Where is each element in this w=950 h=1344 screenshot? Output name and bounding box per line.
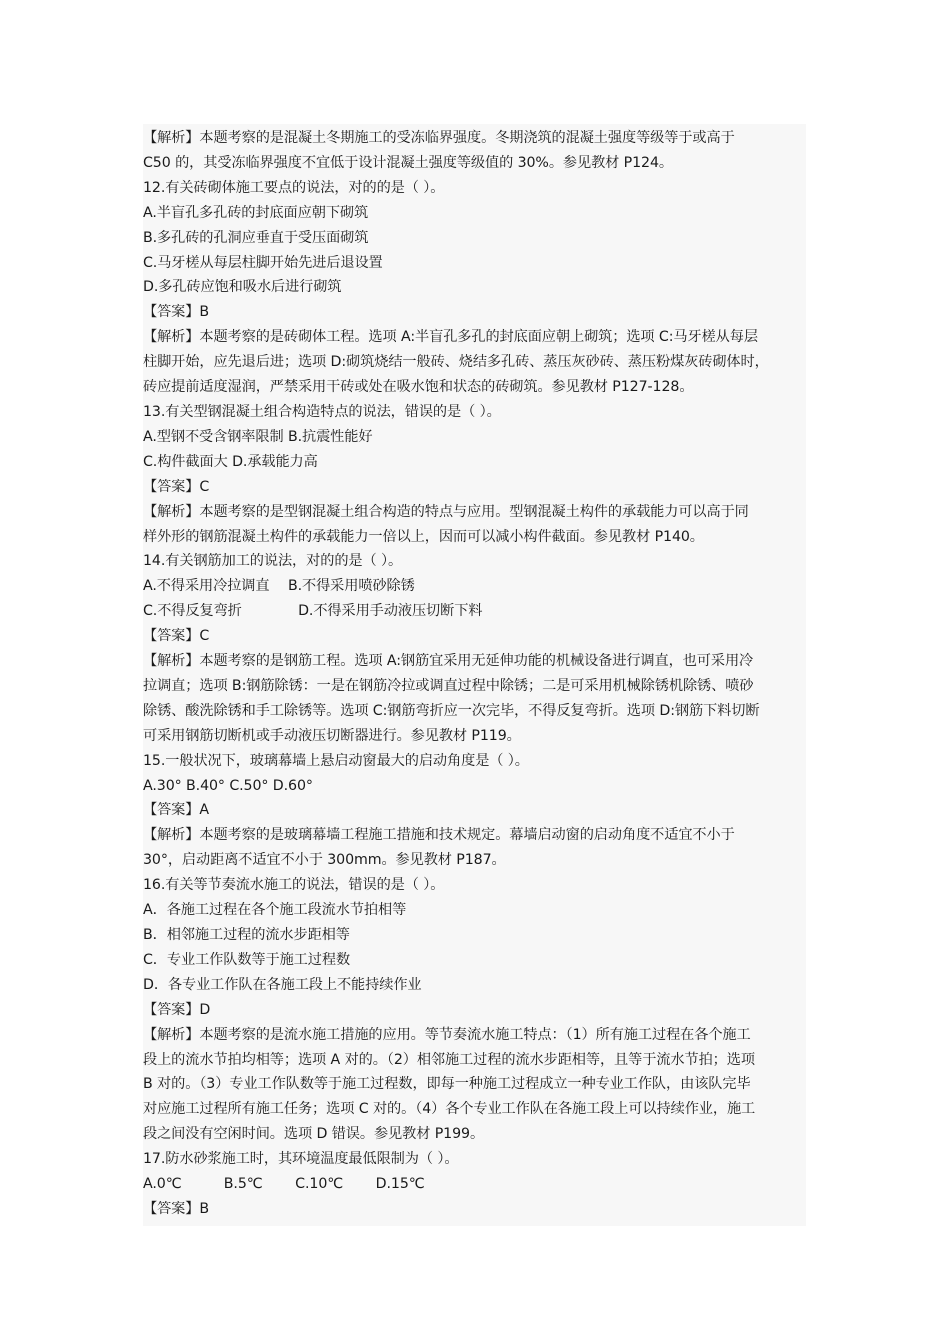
analysis-line: 【解析】本题考察的是钢筋工程。选项 A:钢筋宜采用无延伸功能的机械设备进行调直，也可采用冷 xyxy=(143,653,754,670)
option-line: A.不得采用冷拉调直 B.不得采用喷砂除锈 xyxy=(143,578,415,595)
analysis-line: 样外形的钢筋混凝土构件的承载能力一倍以上，因而可以减小构件截面。参见教材 P140。 xyxy=(143,528,704,545)
question-15: 15.一般状况下，玻璃幕墙上悬启动窗最大的启动角度是（ ）。 xyxy=(143,752,529,769)
answer-line: 【答案】C xyxy=(143,628,210,645)
analysis-line: 【解析】本题考察的是型钢混凝土组合构造的特点与应用。型钢混凝土构件的承载能力可以高于同 xyxy=(143,503,749,520)
analysis-line: B 对的。（3）专业工作队数等于施工过程数，即每一种施工过程成立一种专业工作队，由该队完毕 xyxy=(143,1076,751,1093)
option-line: A.0℃ B.5℃ C.10℃ D.15℃ xyxy=(143,1176,425,1193)
analysis-line: 30°，启动距离不适宜不小于 300mm。参见教材 P187。 xyxy=(143,852,506,869)
option-line: C.不得反复弯折 D.不得采用手动液压切断下料 xyxy=(143,603,483,620)
analysis-line: 可采用钢筋切断机或手动液压切断器进行。参见教材 P119。 xyxy=(143,727,521,744)
option-line: C.马牙槎从每层柱脚开始先进后退设置 xyxy=(143,254,383,271)
analysis-line: 【解析】本题考察的是流水施工措施的应用。等节奏流水施工特点：（1）所有施工过程在各个施工 xyxy=(143,1026,751,1043)
option-line: C．专业工作队数等于施工过程数 xyxy=(143,951,351,968)
option-line: D．各专业工作队在各施工段上不能持续作业 xyxy=(143,976,422,993)
question-16: 16.有关等节奏流水施工的说法，错误的是（ ）。 xyxy=(143,877,445,894)
question-12: 12.有关砖砌体施工要点的说法，对的的是（ ）。 xyxy=(143,179,445,196)
option-line: A．各施工过程在各个施工段流水节拍相等 xyxy=(143,902,407,919)
option-line: D.多孔砖应饱和吸水后进行砌筑 xyxy=(143,279,342,296)
analysis-line: 【解析】本题考察的是玻璃幕墙工程施工措施和技术规定。幕墙启动窗的启动角度不适宜不小于 xyxy=(143,827,735,844)
analysis-line: 段之间没有空闲时间。选项 D 错误。参见教材 P199。 xyxy=(143,1126,485,1143)
answer-line: 【答案】B xyxy=(143,1200,209,1217)
answer-line: 【答案】C xyxy=(143,478,210,495)
option-line: B．相邻施工过程的流水步距相等 xyxy=(143,927,350,943)
document-page xyxy=(143,124,806,1226)
analysis-line: 砖应提前适度湿润，严禁采用干砖或处在吸水饱和状态的砖砌筑。参见教材 P127-128。 xyxy=(143,379,694,396)
answer-line: 【答案】D xyxy=(143,1001,211,1018)
option-line: B.多孔砖的孔洞应垂直于受压面砌筑 xyxy=(143,229,369,246)
question-17: 17.防水砂浆施工时，其环境温度最低限制为（ ）。 xyxy=(143,1151,459,1168)
analysis-line: C50 的，其受冻临界强度不宜低于设计混凝土强度等级值的 30%。参见教材 P124。 xyxy=(143,154,673,171)
option-line: C.构件截面大 D.承载能力高 xyxy=(143,453,318,470)
analysis-line: 除锈、酸洗除锈和手工除锈等。选项 C:钢筋弯折应一次完毕，不得反复弯折。选项 D:钢筋下料切断 xyxy=(143,702,760,719)
option-line: A.型钢不受含钢率限制 B.抗震性能好 xyxy=(143,428,373,445)
answer-line: 【答案】B xyxy=(143,304,209,321)
analysis-line: 拉调直；选项 B:钢筋除锈：一是在钢筋冷拉或调直过程中除锈；二是可采用机械除锈机除锈、喷砂 xyxy=(143,677,754,694)
analysis-line: 【解析】本题考察的是混凝土冬期施工的受冻临界强度。冬期浇筑的混凝土强度等级等于或高于 xyxy=(143,130,735,146)
option-line: A.半盲孔多孔砖的封底面应朝下砌筑 xyxy=(143,204,369,221)
analysis-line: 柱脚开始，应先退后进；选项 D:砌筑烧结一般砖、烧结多孔砖、蒸压灰砂砖、蒸压粉煤灰砖砌体时， xyxy=(143,354,769,371)
analysis-line: 对应施工过程所有施工任务；选项 C 对的。（4）各个专业工作队在各施工段上可以持续作业，施工 xyxy=(143,1101,756,1118)
question-13: 13.有关型钢混凝土组合构造特点的说法，错误的是（ ）。 xyxy=(143,403,501,420)
option-line: A.30° B.40° C.50° D.60° xyxy=(143,777,313,794)
analysis-line: 【解析】本题考察的是砖砌体工程。选项 A:半盲孔多孔的封底面应朝上砌筑；选项 C:马牙槎从每层 xyxy=(143,329,758,346)
analysis-line: 段上的流水节拍均相等；选项 A 对的。（2）相邻施工过程的流水步距相等，且等于流水节拍；选项 xyxy=(143,1051,755,1068)
question-14: 14.有关钢筋加工的说法，对的的是（ ）。 xyxy=(143,553,403,570)
answer-line: 【答案】A xyxy=(143,802,209,819)
